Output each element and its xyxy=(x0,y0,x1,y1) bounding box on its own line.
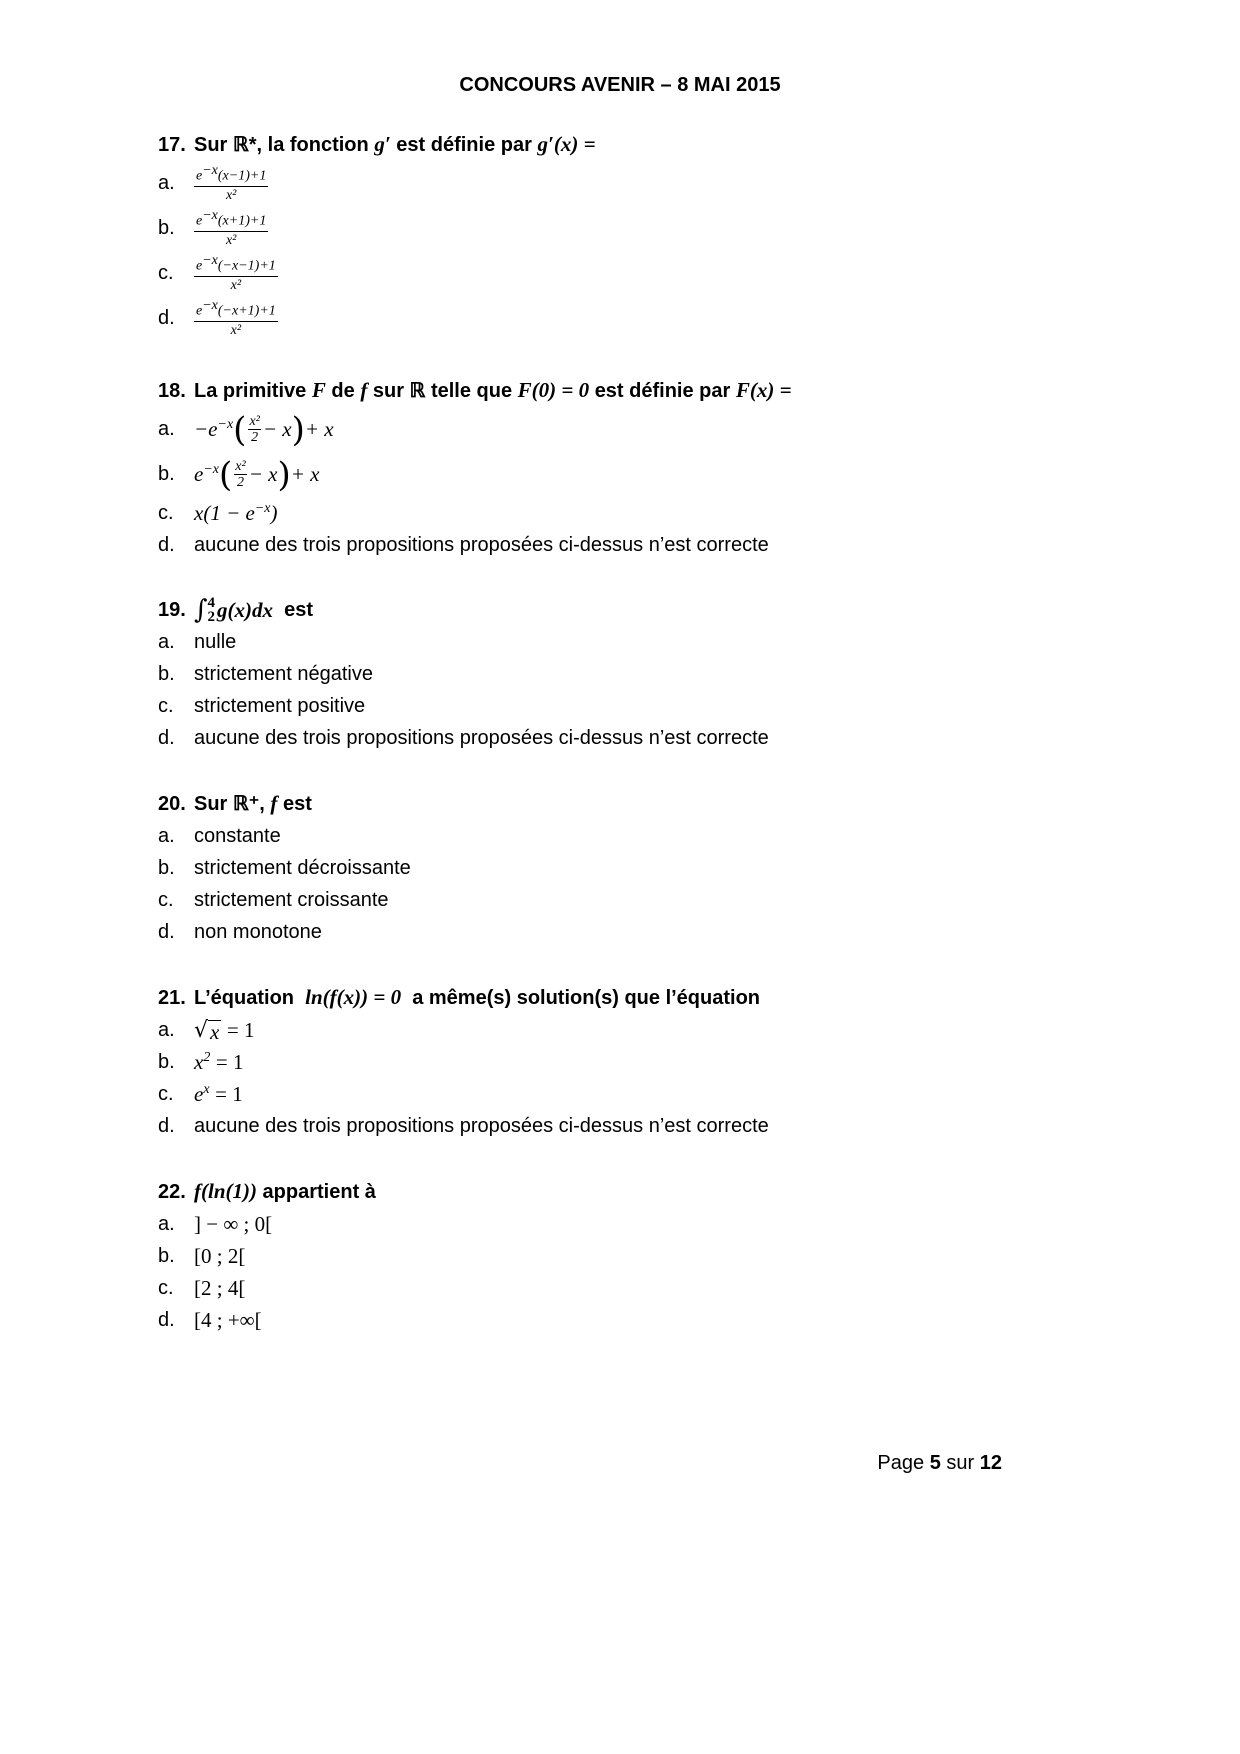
question-text: appartient à xyxy=(262,1181,376,1203)
question-number: 19. xyxy=(158,599,186,621)
question-19-title xyxy=(158,594,1158,626)
question-19 xyxy=(158,594,1158,754)
math-expression: = 1 xyxy=(215,1081,243,1106)
left-paren: ( xyxy=(233,409,247,450)
question-22 xyxy=(158,1175,1158,1336)
integrand: g(x)dx xyxy=(217,598,274,622)
question-17 xyxy=(158,128,1158,341)
option-17a xyxy=(158,161,1158,206)
option-text: aucune des trois propositions proposées ci-dessus n’est correcte xyxy=(194,1114,769,1137)
question-18-title xyxy=(158,374,1158,407)
question-number: 17. xyxy=(158,134,186,156)
option-17b xyxy=(158,206,1158,251)
fraction xyxy=(194,253,278,294)
option-22c xyxy=(158,1272,1158,1304)
radical-sign-icon: √ xyxy=(194,1017,209,1043)
option-text: strictement négative xyxy=(194,662,373,685)
numerator: $e^{-x}(-x+1)+1$ xyxy=(194,298,278,322)
question-text: est xyxy=(284,599,314,621)
math-symbol: F(x) = xyxy=(735,378,792,402)
math-symbol: F xyxy=(311,378,326,402)
math-expression: $e^x$ xyxy=(194,1081,210,1106)
question-number: 21. xyxy=(158,987,186,1009)
numerator: $e^{-x}(x-1)+1$ xyxy=(194,163,268,187)
denominator: x² xyxy=(225,232,237,248)
option-19a xyxy=(158,626,1158,658)
question-22-title xyxy=(158,1175,1158,1208)
denominator: x² xyxy=(230,322,242,338)
total-pages: 12 xyxy=(979,1452,1002,1474)
math-symbol: f(ln(1)) xyxy=(194,1179,257,1203)
fraction: $\frac{\text{x²}}{2}$ xyxy=(235,459,246,490)
question-text: est définie par xyxy=(594,380,731,402)
option-21c xyxy=(158,1078,1158,1110)
question-text: est définie par xyxy=(396,134,532,156)
option-letter: a. xyxy=(158,172,175,194)
question-text: de xyxy=(331,380,355,402)
question-text: est xyxy=(282,793,312,815)
math-expression: $x^2$ xyxy=(194,1049,211,1074)
interval: ] − ∞ ; 0[ xyxy=(194,1211,273,1236)
option-letter: d. xyxy=(158,726,175,749)
question-text: sur ℝ telle que xyxy=(372,380,513,402)
math-symbol: F(0) = 0 xyxy=(517,378,590,402)
option-21b xyxy=(158,1046,1158,1078)
option-letter: d. xyxy=(158,533,175,556)
question-number: 18. xyxy=(158,380,186,402)
option-20c xyxy=(158,884,1158,916)
left-paren: ( xyxy=(219,454,233,495)
right-paren: ) xyxy=(277,454,291,495)
page-number xyxy=(877,1452,1002,1475)
page-header: CONCOURS AVENIR – 8 MAI 2015 xyxy=(459,74,781,96)
square-root xyxy=(194,1018,221,1043)
option-letter: d. xyxy=(158,307,175,329)
math-symbol: f xyxy=(360,378,368,402)
option-17c xyxy=(158,251,1158,296)
option-letter: a. xyxy=(158,418,175,440)
math-expression: = 1 xyxy=(215,1049,244,1074)
option-text: strictement croissante xyxy=(194,888,389,911)
math-expression: $e^{-x}$ xyxy=(194,462,219,486)
question-text: Sur ℝ⁺, xyxy=(194,793,265,815)
option-19d xyxy=(158,722,1158,754)
math-expression: = 1 xyxy=(226,1017,255,1042)
math-symbol: g′(x) = xyxy=(537,132,596,156)
option-22b xyxy=(158,1240,1158,1272)
question-number: 22. xyxy=(158,1181,186,1203)
integral-sign: ∫ xyxy=(194,595,208,625)
denominator: x² xyxy=(225,187,237,203)
option-21d xyxy=(158,1110,1158,1142)
interval: [4 ; +∞[ xyxy=(194,1307,262,1332)
option-text: strictement décroissante xyxy=(194,856,411,879)
question-21-title xyxy=(158,981,1158,1014)
numerator: $e^{-x}(-x-1)+1$ xyxy=(194,253,278,277)
option-text: constante xyxy=(194,824,281,847)
math-expression: $-e^{-x}$ xyxy=(194,417,234,441)
denominator: x² xyxy=(230,277,242,293)
option-letter: a. xyxy=(158,630,175,653)
interval: [2 ; 4[ xyxy=(194,1275,246,1300)
option-letter: b. xyxy=(158,1050,175,1073)
option-20d xyxy=(158,916,1158,948)
option-19c xyxy=(158,690,1158,722)
option-letter: b. xyxy=(158,662,175,685)
option-letter: d. xyxy=(158,920,175,943)
question-20-title xyxy=(158,787,1158,820)
right-paren: ) xyxy=(291,409,305,450)
option-22a xyxy=(158,1208,1158,1240)
option-letter: c. xyxy=(158,694,174,717)
math-expression: $x(1 - e^{-x})$ xyxy=(194,500,278,525)
math-expression: + x xyxy=(304,417,334,441)
option-letter: a. xyxy=(158,1212,175,1235)
option-letter: d. xyxy=(158,1114,175,1137)
option-letter: b. xyxy=(158,1244,175,1267)
option-18d xyxy=(158,529,1158,561)
question-text: La primitive xyxy=(194,380,307,402)
option-text: aucune des trois propositions proposées ci-dessus n’est correcte xyxy=(194,533,769,556)
option-18b xyxy=(158,452,1158,497)
math-expression: + x xyxy=(290,462,320,486)
fraction xyxy=(194,163,268,204)
question-20 xyxy=(158,787,1158,948)
fraction: $\frac{\text{x²}}{2}$ xyxy=(249,414,260,445)
option-20b xyxy=(158,852,1158,884)
interval: [0 ; 2[ xyxy=(194,1243,246,1268)
option-19b xyxy=(158,658,1158,690)
question-18 xyxy=(158,374,1158,561)
option-letter: b. xyxy=(158,463,175,485)
option-letter: a. xyxy=(158,1018,175,1041)
option-letter: c. xyxy=(158,1082,174,1105)
question-17-title xyxy=(158,128,1158,161)
option-18a xyxy=(158,407,1158,452)
option-text: strictement positive xyxy=(194,694,366,717)
math-symbol: ln(f(x)) = 0 xyxy=(305,985,402,1009)
option-text: non monotone xyxy=(194,920,322,943)
numerator: $e^{-x}(x+1)+1$ xyxy=(194,208,268,232)
option-22d xyxy=(158,1304,1158,1336)
math-expression: − x xyxy=(262,417,292,441)
math-symbol: g′ xyxy=(374,132,391,156)
option-letter: a. xyxy=(158,824,175,847)
option-letter: b. xyxy=(158,217,175,239)
option-letter: c. xyxy=(158,888,174,911)
option-letter: c. xyxy=(158,501,174,524)
radicand: x xyxy=(210,1019,220,1044)
page-separator: sur xyxy=(946,1452,975,1474)
integral-bounds: 4 2 xyxy=(207,595,216,625)
page-label: Page xyxy=(877,1452,925,1474)
option-letter: c. xyxy=(158,262,174,284)
math-symbol: f xyxy=(270,791,278,815)
question-text: L’équation xyxy=(194,987,294,1009)
option-18c xyxy=(158,497,1158,529)
fraction xyxy=(194,298,278,339)
option-text: nulle xyxy=(194,630,237,653)
current-page: 5 xyxy=(929,1452,941,1474)
question-number: 20. xyxy=(158,793,186,815)
question-text: Sur ℝ*, la fonction xyxy=(194,134,369,156)
question-21 xyxy=(158,981,1158,1142)
option-letter: c. xyxy=(158,1276,174,1299)
question-text: a même(s) solution(s) que l’équation xyxy=(412,987,761,1009)
option-letter: b. xyxy=(158,856,175,879)
option-letter: d. xyxy=(158,1308,175,1331)
option-21a xyxy=(158,1014,1158,1046)
fraction xyxy=(194,208,268,249)
option-text: aucune des trois propositions proposées ci-dessus n’est correcte xyxy=(194,726,769,749)
integral xyxy=(194,594,217,626)
option-20a xyxy=(158,820,1158,852)
math-expression: − x xyxy=(248,462,278,486)
question-list xyxy=(158,128,1158,1369)
option-17d xyxy=(158,296,1158,341)
